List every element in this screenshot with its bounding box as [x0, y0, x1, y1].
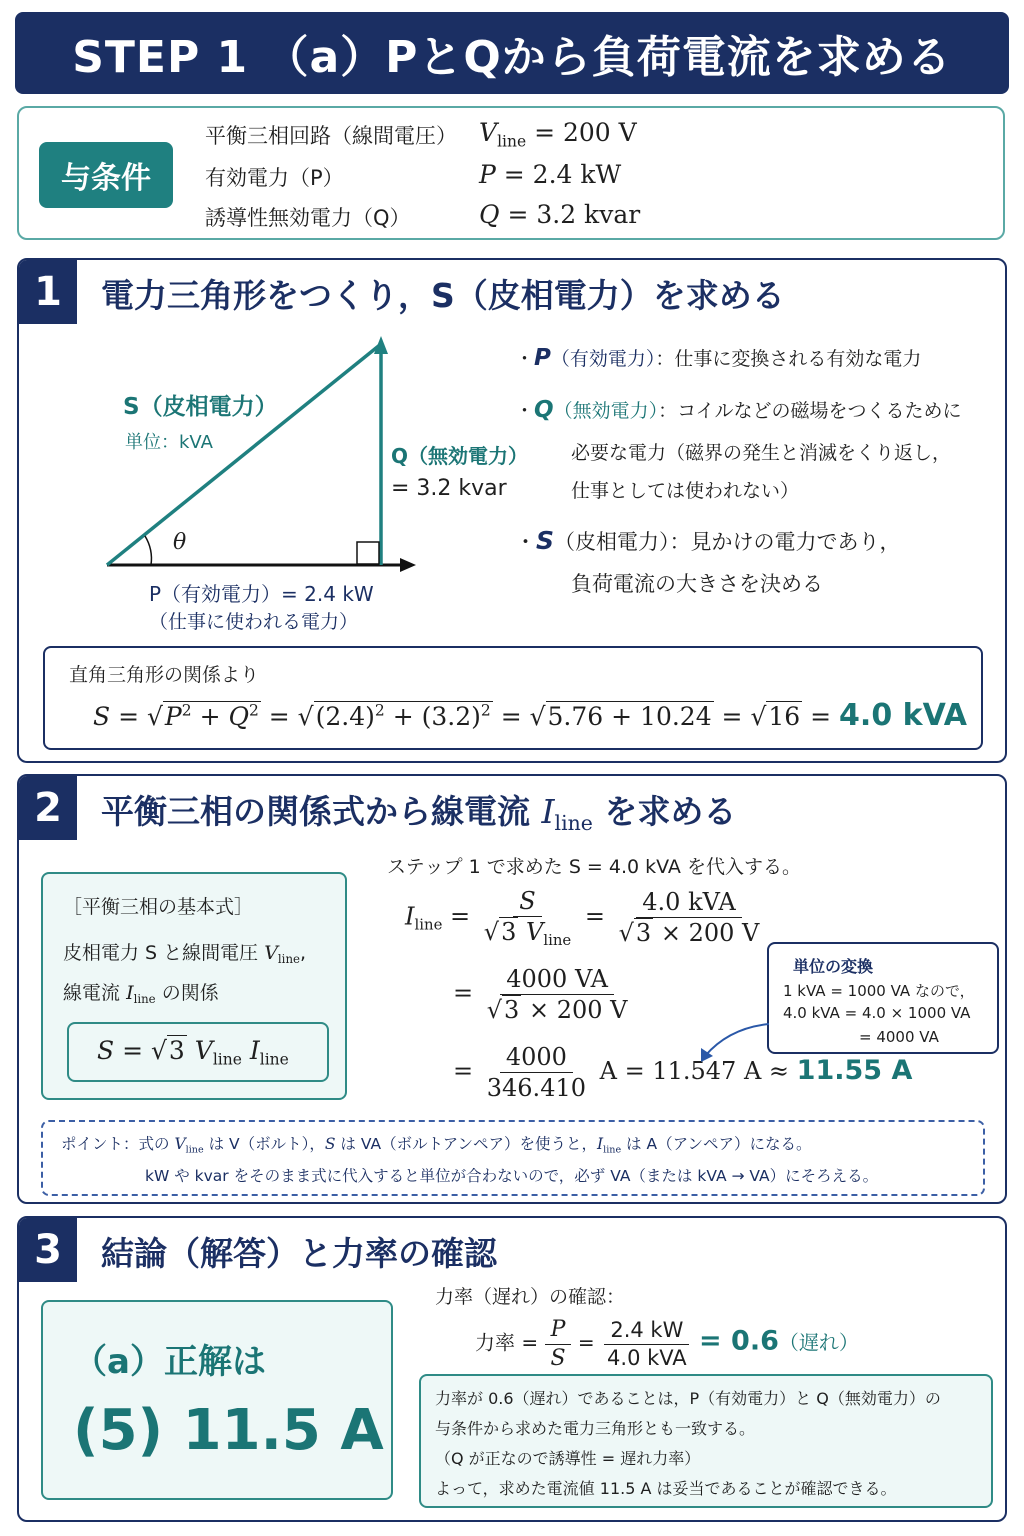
s2-result: 11.55 A — [796, 1055, 913, 1086]
pf-equation: 力率 = $\frac{P}{S}$ = $\frac{2.4 kW}{\text{4.0 kVA}}$ = 0.6（遅れ） — [475, 1317, 859, 1371]
basic-formula: S = √3 $V_{line}$ $I_{line}$ — [67, 1022, 329, 1082]
point-line2: kW や kvar をそのまま式に代入すると単位が合わないので，必ず VA（または kVA → VA）にそろえる。 — [145, 1167, 879, 1185]
s2-intro: ステップ 1 で求めた S = 4.0 kVA を代入する。 — [387, 856, 801, 878]
unit-conversion-box — [767, 942, 999, 1054]
basic-line2: 線電流 $I_{line}$ の関係 — [63, 982, 219, 1007]
pf-note-line4: よって，求めた電流値 11.5 A は妥当であることが確認できる。 — [435, 1479, 897, 1498]
unit-box-title: 単位の変換 — [793, 957, 874, 976]
page-title: STEP 1 （a）PとQから負荷電流を求める — [72, 32, 952, 83]
given-reactive-power-label: 誘導性無効電力（Q） — [205, 206, 411, 230]
answer-label: （a）正解は — [73, 1342, 266, 1382]
s-label: S（皮相電力） — [123, 394, 278, 420]
given-active-power-value: P = 2.4 kW — [479, 160, 622, 189]
answer-box — [41, 1300, 393, 1500]
unit-box-line3: = 4000 VA — [859, 1028, 939, 1046]
bullet-p: ・P（有効電力）：仕事に変換される有効な電力 — [515, 345, 922, 371]
s1-result: 4.0 kVA — [839, 698, 967, 733]
bullet-s-line2: 負荷電流の大きさを決める — [571, 572, 823, 596]
basic-line1: 皮相電力 S と線間電圧 $V_{line}$, — [63, 942, 307, 967]
pf-heading: 力率（遅れ）の確認： — [435, 1286, 626, 1308]
section-3-title: 結論（解答）と力率の確認 — [101, 1234, 497, 1273]
point-line1: ポイント：式の $V_{line}$ は V（ボルト），S は VA（ボルトアンペア）を使うと，$I_{line}$ は A（アンペア）になる。 — [61, 1135, 812, 1156]
given-line-voltage-value: $V_{line} = 200$ V — [479, 118, 637, 151]
unit-box-line2: 4.0 kVA = 4.0 × 1000 VA — [783, 1004, 971, 1022]
s-unit: 単位：kVA — [125, 432, 213, 453]
section-2-title: 平衡三相の関係式から線電流 $I_{line}$ を求める — [101, 792, 737, 836]
unit-arrow — [689, 1016, 779, 1066]
pf-note-line3: （Q が正なので誘導性 = 遅れ力率） — [435, 1449, 701, 1468]
answer-value: (5) 11.5 A — [73, 1398, 384, 1463]
bullet-q-line2: 必要な電力（磁界の発生と消滅をくり返し， — [571, 442, 952, 464]
pf-result: = 0.6 — [699, 1325, 779, 1357]
basic-formula-box — [41, 872, 347, 1100]
given-reactive-power-value: Q = 3.2 kvar — [479, 200, 641, 229]
p-note: （仕事に使われる電力） — [149, 611, 359, 633]
bullet-s: ・S（皮相電力）：見かけの電力であり， — [515, 526, 901, 555]
s1-formula: $S = √P^2 + Q^2 = √(2.4)^2 + (3.2)^2 = √5.76 + 10.24 = √16 = 4.0$ kVA — [93, 698, 967, 733]
section-2-number: 2 — [19, 776, 77, 840]
section-1-title: 電力三角形をつくり，S（皮相電力）を求める — [101, 276, 785, 315]
pf-note-line2: 与条件から求めた電力三角形とも一致する。 — [435, 1419, 756, 1438]
q-value: = 3.2 kvar — [391, 476, 507, 501]
section-3-number: 3 — [19, 1218, 77, 1282]
bullet-q: ・Q（無効電力）：コイルなどの磁場をつくるために — [515, 397, 962, 423]
pf-note-line1: 力率が 0.6（遅れ）であることは，P（有効電力）と Q（無効電力）の — [435, 1389, 941, 1408]
section-2 — [17, 774, 1007, 1204]
given-badge: 与条件 — [39, 142, 173, 208]
theta-label: θ — [173, 530, 187, 555]
section-3 — [17, 1216, 1007, 1522]
page-header — [15, 12, 1009, 94]
equation-line-3: = $\frac{4000}{346.410}$ A = 11.547 A ≈ 11.55 A — [453, 1043, 913, 1102]
bullet-q-line3: 仕事としては使われない） — [571, 480, 800, 502]
given-conditions-box — [17, 106, 1005, 240]
equation-line-1: $I_{line}$ = $\frac{S}{√3 V_{line}}$ = $\frac{\text{4.0 kVA}}{√3 \times 200 V}$ — [405, 887, 760, 950]
basic-heading: ［平衡三相の基本式］ — [63, 896, 254, 918]
q-label: Q（無効電力） — [391, 444, 529, 468]
point-box — [41, 1120, 985, 1196]
p-label: P（有効電力）= 2.4 kW — [149, 582, 374, 606]
section-1 — [17, 258, 1007, 763]
unit-box-line1: 1 kVA = 1000 VA なので， — [783, 982, 975, 1000]
given-line-voltage-label: 平衡三相回路（線間電圧） — [205, 124, 457, 148]
pf-note-box — [419, 1374, 993, 1508]
section-1-number: 1 — [19, 260, 77, 324]
equation-line-2: = $\frac{4000 VA}{√3 \times 200 V}$ — [453, 965, 628, 1024]
s1-formula-heading: 直角三角形の関係より — [69, 664, 260, 686]
given-active-power-label: 有効電力（P） — [205, 166, 344, 190]
s1-formula-box — [43, 646, 983, 750]
